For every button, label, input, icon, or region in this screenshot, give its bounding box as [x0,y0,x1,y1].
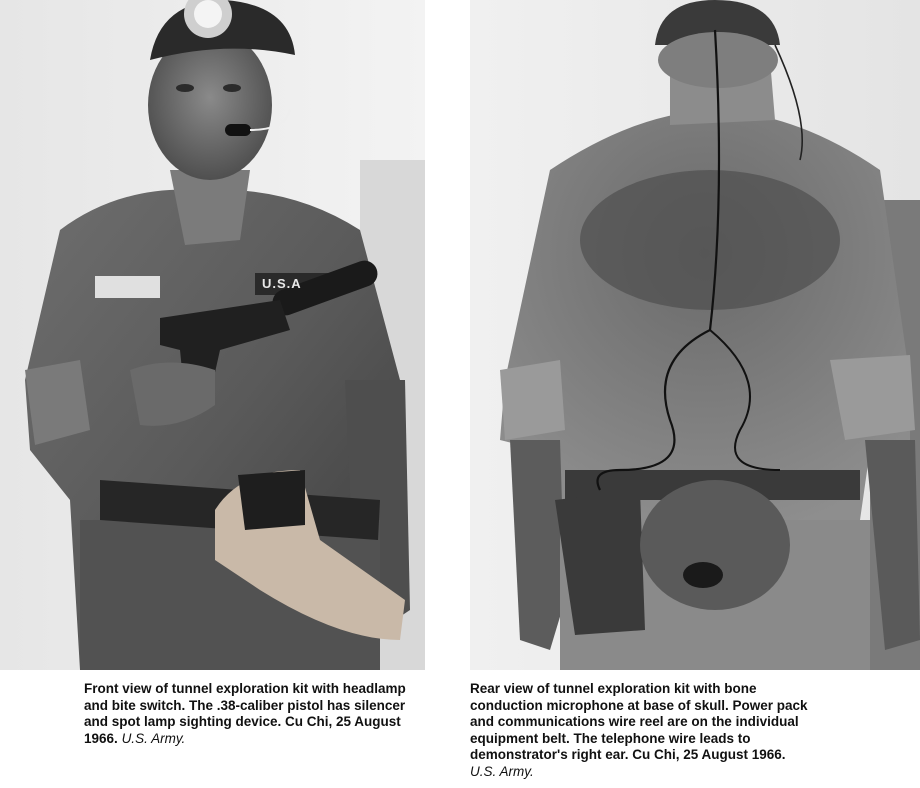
rear-photo-caption [470,681,815,780]
front-caption-text: Front view of tunnel exploration kit with headlamp and bite switch. The .38-caliber pistol has silencer and spot lamp sighting device. Cu Chi, 25 August 1966. [84,681,406,746]
front-photo-caption [84,681,429,747]
soldier-front-view-photo [0,0,425,670]
rear-caption-text: Rear view of tunnel exploration kit with bone conduction microphone at base of skull. Power pack and communications wire reel are on the individual equipment belt. The telephone wire leads to demonstrator's right ear. Cu Chi, 25 August 1966. [470,681,808,762]
front-view-photo [0,0,425,670]
front-photo-credit: U.S. Army. [121,730,186,746]
us-army-tape: U.S.A [262,276,302,291]
soldier-rear-view-photo [470,0,920,670]
rear-view-photo [470,0,920,670]
rear-photo-credit: U.S. Army. [470,763,534,779]
